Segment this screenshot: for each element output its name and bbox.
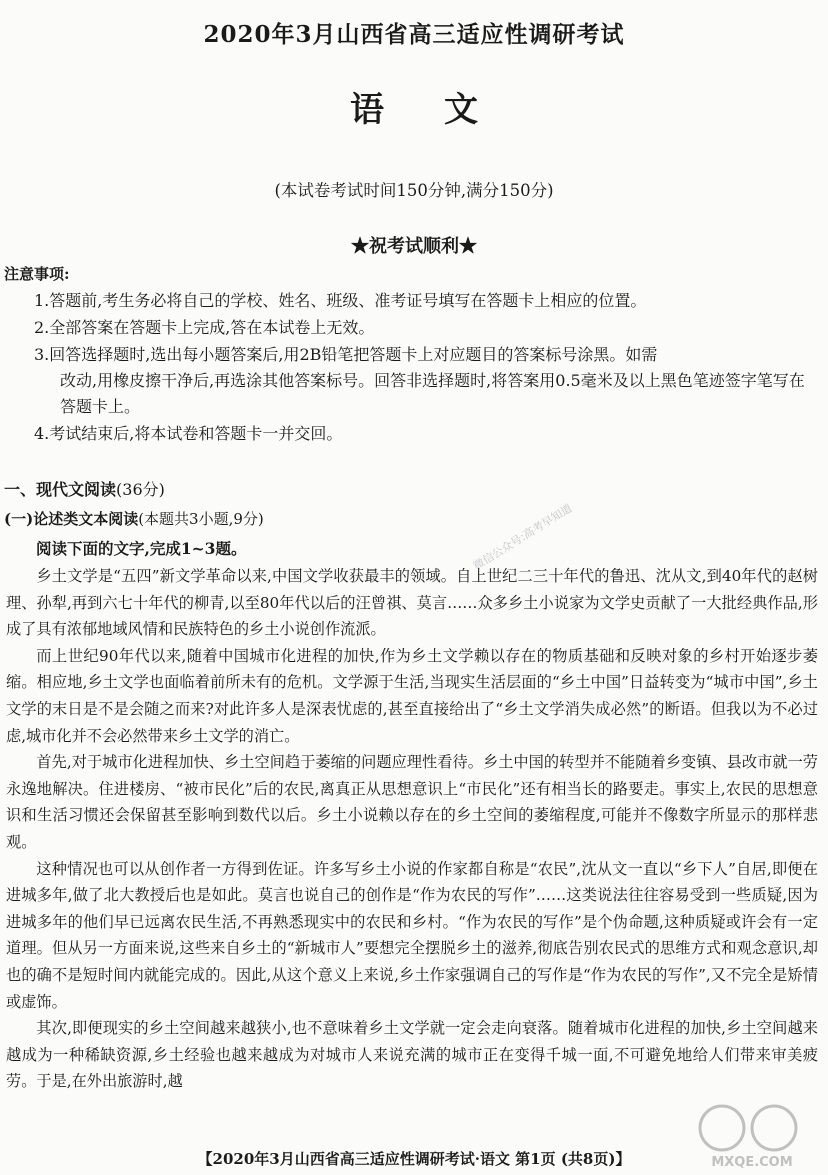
section-title: 一、现代文阅读	[4, 480, 117, 499]
section-heading	[4, 477, 165, 500]
notice-item-continuation: 改动,用橡皮擦干净后,再选涂其他答案标号。回答非选择题时,将答案用0.5毫米及以上黑色笔迹签字笔写在答题卡上。	[60, 371, 805, 416]
notice-item-text: 3.回答选择题时,选出每小题答案后,用2B铅笔把答题卡上对应题目的答案标号涂黑。如需	[34, 345, 658, 364]
notice-item-text: 4.考试结束后,将本试卷和答题卡一并交回。	[34, 424, 343, 443]
article-paragraph: 乡土文学是“五四”新文学革命以来,中国文学收获最丰的领域。自上世纪二三十年代的鲁迅、沈从文,到40年代的赵树理、孙犁,再到六七十年代的柳青,以至80年代以后的汪曾祺、莫言……众多乡土小说家为文学史贡献了一大批经典作品,形成了具有浓郁地域风情和民族特色的乡土小说创作流派。	[6, 567, 818, 639]
notice-item-1	[34, 288, 820, 314]
subject-title: 语文	[350, 90, 538, 130]
page-footer: 【2020年3月山西省高三适应性调研考试·语文 第1页 (共8页)】	[197, 1150, 631, 1168]
notice-item-4	[34, 421, 820, 447]
good-luck-banner: ★祝考试顺利★	[351, 236, 477, 257]
article-body	[6, 563, 818, 1095]
sub-section-heading	[4, 508, 264, 529]
article-paragraph: 而上世纪90年代以来,随着中国城市化进程的加快,作为乡土文学赖以存在的物质基础和反映对象的乡村开始逐步萎缩。相应地,乡土文学也面临着前所未有的危机。文学源于生活,当现实生活层面的“乡土中国”日益转变为“城市中国”,乡土文学的末日是不是会随之而来?对此许多人是深表忧虑的,甚至直接给出了“乡土文学消失成必然”的断语。但我以为不必过虑,城市化并不会必然带来乡土文学的消亡。	[6, 646, 818, 745]
article-paragraph: 其次,即便现实的乡土空间越来越狭小,也不意味着乡土文学就一定会走向衰落。随着城市化进程的加快,乡土空间越来越成为一种稀缺资源,乡土经验也越来越成为对城市人来说充满的城市正在变得千城一面,不可避免地给人们带来审美疲劳。于是,在外出旅游时,越	[6, 1019, 818, 1091]
notice-list	[34, 288, 820, 448]
sub-section-note: (本题共3小题,9分)	[138, 510, 264, 528]
notice-heading: 注意事项:	[4, 265, 70, 283]
notice-item-3	[34, 342, 820, 420]
exam-time-note: (本试卷考试时间150分钟,满分150分)	[274, 181, 554, 200]
article-paragraph: 这种情况也可以从创作者一方得到佐证。许多写乡土小说的作家都自称是“农民”,沈从文一直以“乡下人”自居,即便在进城多年,做了北大教授后也是如此。莫言也说自己的创作是“作为农民的写作”……这类说法往往容易受到一些质疑,因为进城多年的他们早已远离农民生活,不再熟悉现实中的农民和乡村。“作为农民的写作”是个伪命题,这种质疑或许会有一定道理。但从另一方面来说,这些来自乡土的“新城市人”要想完全摆脱乡土的滋养,彻底告别农民式的思维方式和观念意识,却也的确不是短时间内就能完成的。因此,从这个意义上来说,乡土作家强调自己的写作是“作为农民的写作”,又不完全是矫情或虚饰。	[6, 859, 818, 1011]
reading-instruction: 阅读下面的文字,完成1~3题。	[36, 539, 247, 558]
section-score: (36分)	[116, 480, 165, 499]
notice-item-text: 2.全部答案在答题卡上完成,答在本试卷上无效。	[34, 318, 375, 337]
logo-text: MXQE.COM	[711, 1155, 793, 1170]
notice-item-text: 1.答题前,考生务必将自己的学校、姓名、班级、准考证号填写在答题卡上相应的位置。	[34, 291, 647, 310]
watermark: 微信公众号:高考早知道	[471, 501, 575, 573]
exam-title: 2020年3月山西省高三适应性调研考试	[203, 21, 625, 48]
notice-item-2	[34, 315, 820, 341]
sub-section-title: (一)论述类文本阅读	[4, 510, 139, 528]
article-paragraph: 首先,对于城市化进程加快、乡土空间趋于萎缩的问题应理性看待。乡土中国的转型并不能随着乡变镇、县改市就一劳永逸地解决。住进楼房、“被市民化”后的农民,离真正从思想意识上“市民化”还有相当长的路要走。事实上,农民的思想意识和生活习惯还会保留甚至影响到数代以后。乡土小说赖以存在的乡土空间的萎缩程度,可能并不像数字所显示的那样悲观。	[6, 753, 818, 851]
